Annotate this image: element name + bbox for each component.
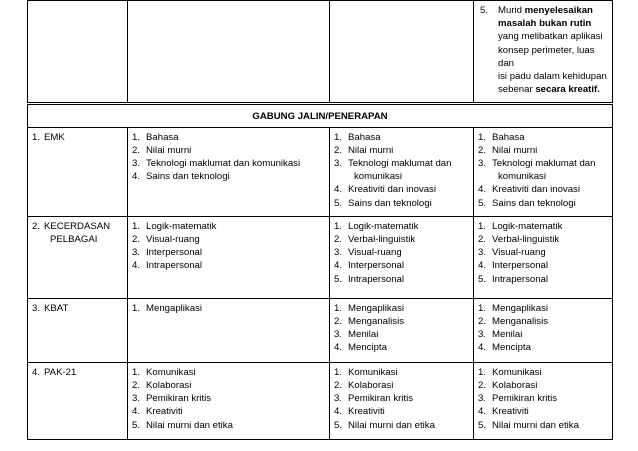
list-item-text — [146, 259, 325, 272]
row-label-number: 1. — [32, 131, 41, 143]
row-col3-cell — [330, 216, 474, 298]
list-item-line: Visual-ruang — [348, 247, 402, 259]
row-label-text — [44, 131, 65, 144]
list-item-line: Logik-matematik — [492, 220, 563, 232]
list-item-text — [146, 144, 325, 157]
list-item — [334, 366, 469, 379]
list-item-line: Kreativiti — [146, 406, 183, 418]
list-item-number: 3. — [132, 247, 141, 259]
list-item-text — [492, 246, 608, 259]
list-item-number: 5. — [132, 419, 141, 431]
list-item — [478, 220, 608, 233]
row-label-line: PAK-21 — [44, 366, 77, 378]
objective-line — [498, 70, 608, 83]
row-label-text — [44, 220, 110, 246]
list-item — [334, 419, 469, 432]
list-item-text — [492, 392, 608, 405]
list-item-number: 4. — [334, 406, 343, 418]
list-item — [478, 341, 608, 354]
list-item-number: 5. — [478, 197, 487, 209]
list-item-number: 2. — [334, 234, 343, 246]
list-item-number: 4. — [478, 260, 487, 272]
list-item-text — [492, 259, 608, 272]
list-item-number: 2. — [334, 316, 343, 328]
list-item-number: 1. — [334, 131, 343, 143]
top-cell-empty-2 — [128, 1, 330, 104]
list-item — [334, 315, 469, 328]
row-col4-cell — [474, 216, 613, 298]
list-item-line: Menganalisis — [348, 316, 404, 328]
list-item-text — [492, 341, 608, 354]
list-item-line: Komunikasi — [348, 366, 398, 378]
list-item-number: 5. — [334, 197, 343, 209]
list-item-number: 3. — [334, 393, 343, 405]
list-item-text — [348, 131, 469, 144]
list-item-line: Nilai murni dan etika — [146, 419, 233, 431]
list-item-text — [492, 157, 608, 183]
list-item-text — [146, 379, 325, 392]
list-item-line: Teknologi maklumat dan komunikasi — [146, 158, 301, 170]
list-item-line: Kreativiti dan inovasi — [348, 184, 436, 196]
list-item-text — [146, 220, 325, 233]
list-item-line: Mengaplikasi — [348, 302, 404, 314]
objective-bold-text: masalah bukan rutin — [498, 18, 592, 30]
list-item-line: Kreativiti dan inovasi — [492, 184, 580, 196]
list-item-line: Interpersonal — [146, 247, 202, 259]
list-item — [334, 392, 469, 405]
list-item-number: 5. — [334, 419, 343, 431]
row-label-number: 2. — [32, 220, 41, 232]
list-item-text — [146, 419, 325, 432]
list-item-text — [146, 246, 325, 259]
list-item-text — [348, 379, 469, 392]
list-item-line: Intrapersonal — [492, 273, 548, 285]
list-item-text — [146, 170, 325, 183]
list-item-text — [146, 392, 325, 405]
list-item-line: Kolaborasi — [348, 380, 394, 392]
list-item-number: 1. — [334, 366, 343, 378]
list-item-number: 1. — [132, 220, 141, 232]
section-header: GABUNG JALIN/PENERAPAN — [28, 104, 613, 127]
list-item-number: 3. — [132, 393, 141, 405]
list-item-number: 4. — [334, 260, 343, 272]
row-col3-cell — [330, 127, 474, 216]
list-item-number: 3. — [334, 247, 343, 259]
numbered-list — [478, 302, 608, 355]
list-item-number: 2. — [478, 144, 487, 156]
list-item-text — [348, 144, 469, 157]
objective-line — [498, 17, 608, 30]
list-item-line: Bahasa — [146, 131, 179, 143]
row-label-cell — [28, 362, 128, 439]
list-item-text — [492, 197, 608, 210]
list-item-number: 3. — [132, 158, 141, 170]
numbered-list — [334, 366, 469, 432]
list-item-text — [348, 405, 469, 418]
list-item — [478, 259, 608, 272]
objective-line — [498, 83, 608, 96]
list-item-line: Teknologi maklumat dan — [492, 158, 596, 170]
list-item-line: Menilai — [492, 329, 523, 341]
list-item-number: 2. — [478, 380, 487, 392]
list-item-number: 1. — [334, 220, 343, 232]
row-col2-cell — [128, 298, 330, 362]
list-item-text — [492, 419, 608, 432]
list-item — [334, 157, 469, 183]
list-item-number: 3. — [478, 247, 487, 259]
list-item-line: Menganalisis — [492, 316, 548, 328]
list-item-number: 5. — [334, 273, 343, 285]
list-item — [132, 379, 325, 392]
row-col2-cell — [128, 216, 330, 298]
list-item — [334, 259, 469, 272]
list-item-number: 2. — [132, 380, 141, 392]
list-item — [478, 392, 608, 405]
list-item — [478, 366, 608, 379]
list-item-text — [348, 183, 469, 196]
list-item-number: 1. — [132, 131, 141, 143]
list-item — [132, 392, 325, 405]
numbered-list — [132, 131, 325, 184]
row-label-cell — [28, 298, 128, 362]
list-item-line: Sains dan teknologi — [492, 197, 576, 209]
list-item — [334, 405, 469, 418]
list-item-text — [348, 315, 469, 328]
list-item — [478, 246, 608, 259]
list-item — [478, 197, 608, 210]
list-item — [132, 170, 325, 183]
list-item-line: Logik-matematik — [348, 220, 419, 232]
list-item — [478, 144, 608, 157]
list-item-text — [348, 220, 469, 233]
list-item-number: 2. — [478, 316, 487, 328]
list-item — [132, 233, 325, 246]
list-item-line: Intrapersonal — [146, 260, 202, 272]
list-item — [132, 259, 325, 272]
table-row — [28, 362, 613, 439]
list-item-number: 3. — [334, 158, 343, 170]
list-item-text — [492, 273, 608, 286]
list-item-line: Kolaborasi — [146, 380, 192, 392]
list-item-line: komunikasi — [498, 171, 546, 183]
list-item-text — [146, 131, 325, 144]
list-item — [478, 419, 608, 432]
list-item-line: Nilai murni — [348, 144, 394, 156]
list-item — [478, 302, 608, 315]
row-col4-cell — [474, 127, 613, 216]
list-item-number: 4. — [334, 184, 343, 196]
list-item-text — [492, 379, 608, 392]
list-item-text — [348, 157, 469, 183]
list-item-line: Kolaborasi — [492, 380, 538, 392]
list-item-text — [492, 233, 608, 246]
numbered-list — [334, 131, 469, 210]
list-item-line: Mengaplikasi — [146, 302, 202, 314]
numbered-list — [132, 302, 325, 315]
list-item-number: 1. — [478, 302, 487, 314]
objective-bold-text: menyelesaikan — [524, 5, 593, 16]
table-row — [28, 216, 613, 298]
list-item-line: Pemikiran kritis — [348, 393, 414, 405]
list-item-number: 2. — [334, 380, 343, 392]
row-label-cell — [28, 216, 128, 298]
list-item-text — [348, 259, 469, 272]
list-item-line: Visual-ruang — [492, 247, 546, 259]
list-item-line: Mencipta — [492, 342, 531, 354]
list-item-number: 1. — [132, 302, 141, 314]
list-item-text — [492, 302, 608, 315]
section-header-row — [28, 104, 613, 127]
list-item-text — [492, 366, 608, 379]
list-item — [132, 157, 325, 170]
list-item — [478, 183, 608, 196]
list-item-text — [348, 392, 469, 405]
row-col3-cell — [330, 362, 474, 439]
list-item-line: Komunikasi — [492, 366, 542, 378]
list-item-text — [348, 233, 469, 246]
list-item-line: Verbal-linguistik — [348, 234, 416, 246]
numbered-list — [132, 220, 325, 273]
list-item-line: Sains dan teknologi — [146, 171, 230, 183]
row-col2-cell — [128, 362, 330, 439]
list-item-line: Sains dan teknologi — [348, 197, 432, 209]
numbered-list — [478, 131, 608, 210]
list-item-line: Logik-matematik — [146, 220, 217, 232]
list-item-number: 1. — [132, 366, 141, 378]
list-item-number: 2. — [132, 144, 141, 156]
list-item-number: 4. — [132, 171, 141, 183]
list-item-number: 2. — [478, 234, 487, 246]
list-item-text — [492, 315, 608, 328]
list-item-text — [348, 246, 469, 259]
row-label-line: PELBAGAI — [50, 234, 98, 246]
list-item — [478, 405, 608, 418]
table-row — [28, 298, 613, 362]
list-item-text — [146, 157, 325, 170]
row-col4-cell — [474, 362, 613, 439]
list-item-line: Pemikiran kritis — [492, 393, 558, 405]
list-item — [132, 131, 325, 144]
list-item-line: Kreativiti — [492, 406, 529, 418]
row-label-number: 4. — [32, 366, 41, 378]
row-label-line: EMK — [44, 131, 65, 143]
list-item-number: 4. — [334, 342, 343, 354]
list-item-line: Interpersonal — [348, 260, 404, 272]
objective-text-part: isi padu dalam kehidupan — [498, 71, 607, 83]
list-item — [478, 379, 608, 392]
list-item-text — [348, 341, 469, 354]
list-item-number: 3. — [334, 329, 343, 341]
list-item-number: 5. — [478, 273, 487, 285]
list-item-text — [348, 328, 469, 341]
row-label-number: 3. — [32, 302, 41, 314]
list-item — [334, 183, 469, 196]
list-item — [334, 197, 469, 210]
list-item-number: 4. — [478, 184, 487, 196]
list-item-line: Pemikiran kritis — [146, 393, 212, 405]
list-item — [132, 366, 325, 379]
list-item-number: 1. — [478, 220, 487, 232]
objective-text-part: yang melibatkan aplikasi — [498, 31, 603, 43]
list-item-number: 1. — [478, 366, 487, 378]
list-item — [478, 273, 608, 286]
objective-bold-text: secara kreatif. — [535, 84, 600, 96]
top-row — [28, 1, 613, 104]
row-col4-cell — [474, 298, 613, 362]
lesson-plan-table — [27, 0, 613, 440]
list-item — [478, 131, 608, 144]
list-item — [334, 246, 469, 259]
list-item-text — [348, 302, 469, 315]
list-item — [478, 315, 608, 328]
list-item-line: Nilai murni dan etika — [492, 419, 579, 431]
list-item-text — [146, 302, 325, 315]
objective-text — [498, 4, 608, 96]
top-cell-empty-3 — [330, 1, 474, 104]
list-item-text — [146, 233, 325, 246]
list-item-line: komunikasi — [354, 171, 402, 183]
list-item-number: 4. — [132, 406, 141, 418]
numbered-list — [334, 220, 469, 286]
list-item-number: 1. — [334, 302, 343, 314]
table-row — [28, 127, 613, 216]
list-item-number: 3. — [478, 329, 487, 341]
list-item-number: 3. — [478, 158, 487, 170]
list-item — [132, 302, 325, 315]
row-label-text — [44, 302, 68, 315]
numbered-list — [478, 220, 608, 286]
list-item — [334, 328, 469, 341]
list-item — [132, 419, 325, 432]
row-label-cell — [28, 127, 128, 216]
list-item-number: 5. — [478, 419, 487, 431]
list-item-text — [348, 197, 469, 210]
row-col3-cell — [330, 298, 474, 362]
objective-line — [498, 4, 608, 17]
list-item-text — [348, 273, 469, 286]
list-item-text — [492, 220, 608, 233]
list-item — [132, 246, 325, 259]
list-item — [478, 157, 608, 183]
list-item-line: Nilai murni — [492, 144, 538, 156]
list-item-line: Verbal-linguistik — [492, 234, 560, 246]
row-col2-cell — [128, 127, 330, 216]
list-item — [334, 144, 469, 157]
list-item-line: Mencipta — [348, 342, 387, 354]
top-cell-objective — [474, 1, 613, 104]
list-item — [334, 131, 469, 144]
objective-line — [498, 30, 608, 43]
list-item-line: Interpersonal — [492, 260, 548, 272]
row-label-text — [44, 366, 76, 379]
list-item-line: Menilai — [348, 329, 379, 341]
objective-text-part: Murid — [498, 5, 525, 16]
numbered-list — [132, 366, 325, 432]
list-item-text — [348, 366, 469, 379]
list-item — [132, 405, 325, 418]
list-item — [132, 144, 325, 157]
list-item — [334, 220, 469, 233]
objective-number: 5. — [480, 5, 489, 16]
numbered-list — [334, 302, 469, 355]
list-item-line: Intrapersonal — [348, 273, 404, 285]
list-item-line: Bahasa — [492, 131, 525, 143]
list-item-line: Nilai murni — [146, 144, 192, 156]
list-item — [334, 379, 469, 392]
list-item — [334, 341, 469, 354]
list-item-text — [492, 131, 608, 144]
list-item-number: 4. — [478, 406, 487, 418]
objective-text-part: sebenar — [498, 84, 536, 96]
row-label-line: KECERDASAN — [44, 220, 111, 232]
list-item-line: Kreativiti — [348, 406, 385, 418]
list-item-text — [492, 144, 608, 157]
list-item-line: Teknologi maklumat dan — [348, 158, 452, 170]
top-cell-empty-1 — [28, 1, 128, 104]
list-item — [334, 302, 469, 315]
list-item-number: 1. — [478, 131, 487, 143]
list-item-line: Komunikasi — [146, 366, 196, 378]
row-label-line: KBAT — [44, 302, 69, 314]
list-item-text — [492, 328, 608, 341]
objective-line — [498, 44, 608, 70]
list-item — [478, 328, 608, 341]
list-item-line: Mengaplikasi — [492, 302, 548, 314]
objective-text-part: konsep perimeter, luas dan — [498, 44, 595, 69]
list-item — [132, 220, 325, 233]
list-item-text — [492, 405, 608, 418]
list-item-text — [146, 405, 325, 418]
list-item-number: 2. — [132, 234, 141, 246]
list-item-number: 4. — [478, 342, 487, 354]
list-item — [478, 233, 608, 246]
list-item-line: Visual-ruang — [146, 234, 200, 246]
list-item-line: Nilai murni dan etika — [348, 419, 435, 431]
list-item-number: 3. — [478, 393, 487, 405]
numbered-list — [478, 366, 608, 432]
list-item-text — [492, 183, 608, 196]
list-item-line: Bahasa — [348, 131, 381, 143]
list-item-text — [146, 366, 325, 379]
list-item-text — [348, 419, 469, 432]
list-item — [334, 233, 469, 246]
list-item-number: 4. — [132, 260, 141, 272]
list-item — [334, 273, 469, 286]
list-item-number: 2. — [334, 144, 343, 156]
